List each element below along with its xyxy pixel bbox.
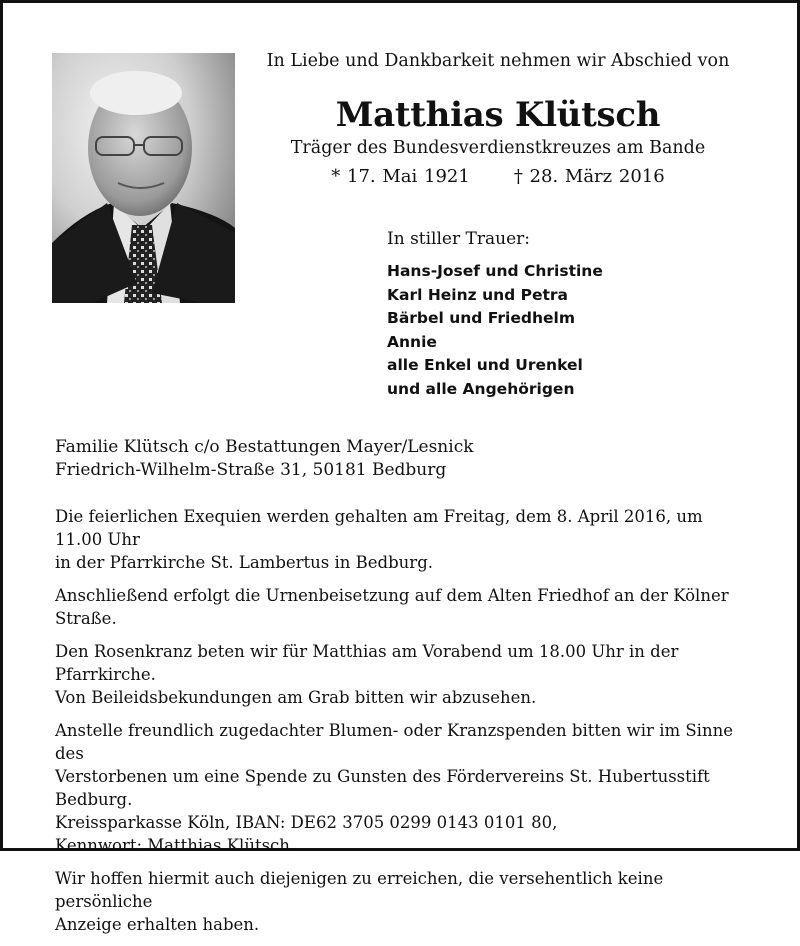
intro-line: In Liebe und Dankbarkeit nehmen wir Abschied von — [266, 51, 730, 71]
life-dates — [263, 166, 733, 187]
service-paragraph — [55, 505, 755, 574]
donation-keyword: Kennwort: Matthias Klütsch. — [55, 836, 296, 855]
contact-address — [55, 436, 474, 482]
text-line: in der Pfarrkirche St. Lambertus in Bedburg. — [55, 553, 434, 572]
deceased-name: Matthias Klütsch — [335, 95, 661, 135]
text-line: Wir hoffen hiermit auch diejenigen zu erreichen, die versehentlich keine persönliche — [55, 869, 664, 911]
portrait-photo — [52, 53, 235, 303]
text-line: Die feierlichen Exequien werden gehalten am Freitag, dem 8. April 2016, um 11.00 Uhr — [55, 507, 703, 549]
bank-details: Kreissparkasse Köln, IBAN: DE62 3705 0299 0143 0101 80, — [55, 813, 558, 832]
notice-body — [55, 505, 755, 946]
rosary-paragraph — [55, 640, 755, 709]
burial-paragraph — [55, 584, 755, 630]
mourner-name: alle Enkel und Urenkel — [387, 356, 583, 374]
mourner-name: Annie — [387, 332, 437, 351]
donation-paragraph — [55, 719, 755, 857]
mourner-name: Hans-Josef und Christine — [387, 262, 603, 280]
text-line: Anzeige erhalten haben. — [55, 915, 260, 934]
closing-paragraph — [55, 867, 755, 936]
address-line: Familie Klütsch c/o Bestattungen Mayer/Lesnick — [55, 437, 474, 457]
mourning-label: In stiller Trauer: — [387, 229, 530, 249]
text-line: Den Rosenkranz beten wir für Matthias am Vorabend um 18.00 Uhr in der Pfarrkirche. — [55, 642, 679, 684]
birth-date: * 17. Mai 1921 — [331, 166, 470, 187]
mourner-name: Karl Heinz und Petra — [387, 285, 569, 304]
deceased-honor: Träger des Bundesverdienstkreuzes am Bande — [290, 138, 706, 158]
death-date: † 28. März 2016 — [513, 166, 665, 187]
text-line: Von Beileidsbekundungen am Grab bitten wir abzusehen. — [55, 688, 537, 707]
portrait-photo-image — [52, 53, 235, 303]
mourner-name: und alle Angehörigen — [387, 379, 575, 398]
address-line: Friedrich-Wilhelm-Straße 31, 50181 Bedburg — [55, 460, 447, 480]
mourners-list — [387, 260, 603, 401]
mourner-name: Bärbel und Friedhelm — [387, 309, 575, 327]
text-line: Anschließend erfolgt die Urnenbeisetzung auf dem Alten Friedhof an der Kölner Straße. — [55, 586, 729, 628]
text-line: Verstorbenen um eine Spende zu Gunsten des Fördervereins St. Hubertusstift Bedburg. — [55, 767, 710, 809]
text-line: Anstelle freundlich zugedachter Blumen- oder Kranzspenden bitten wir im Sinne des — [55, 721, 733, 763]
